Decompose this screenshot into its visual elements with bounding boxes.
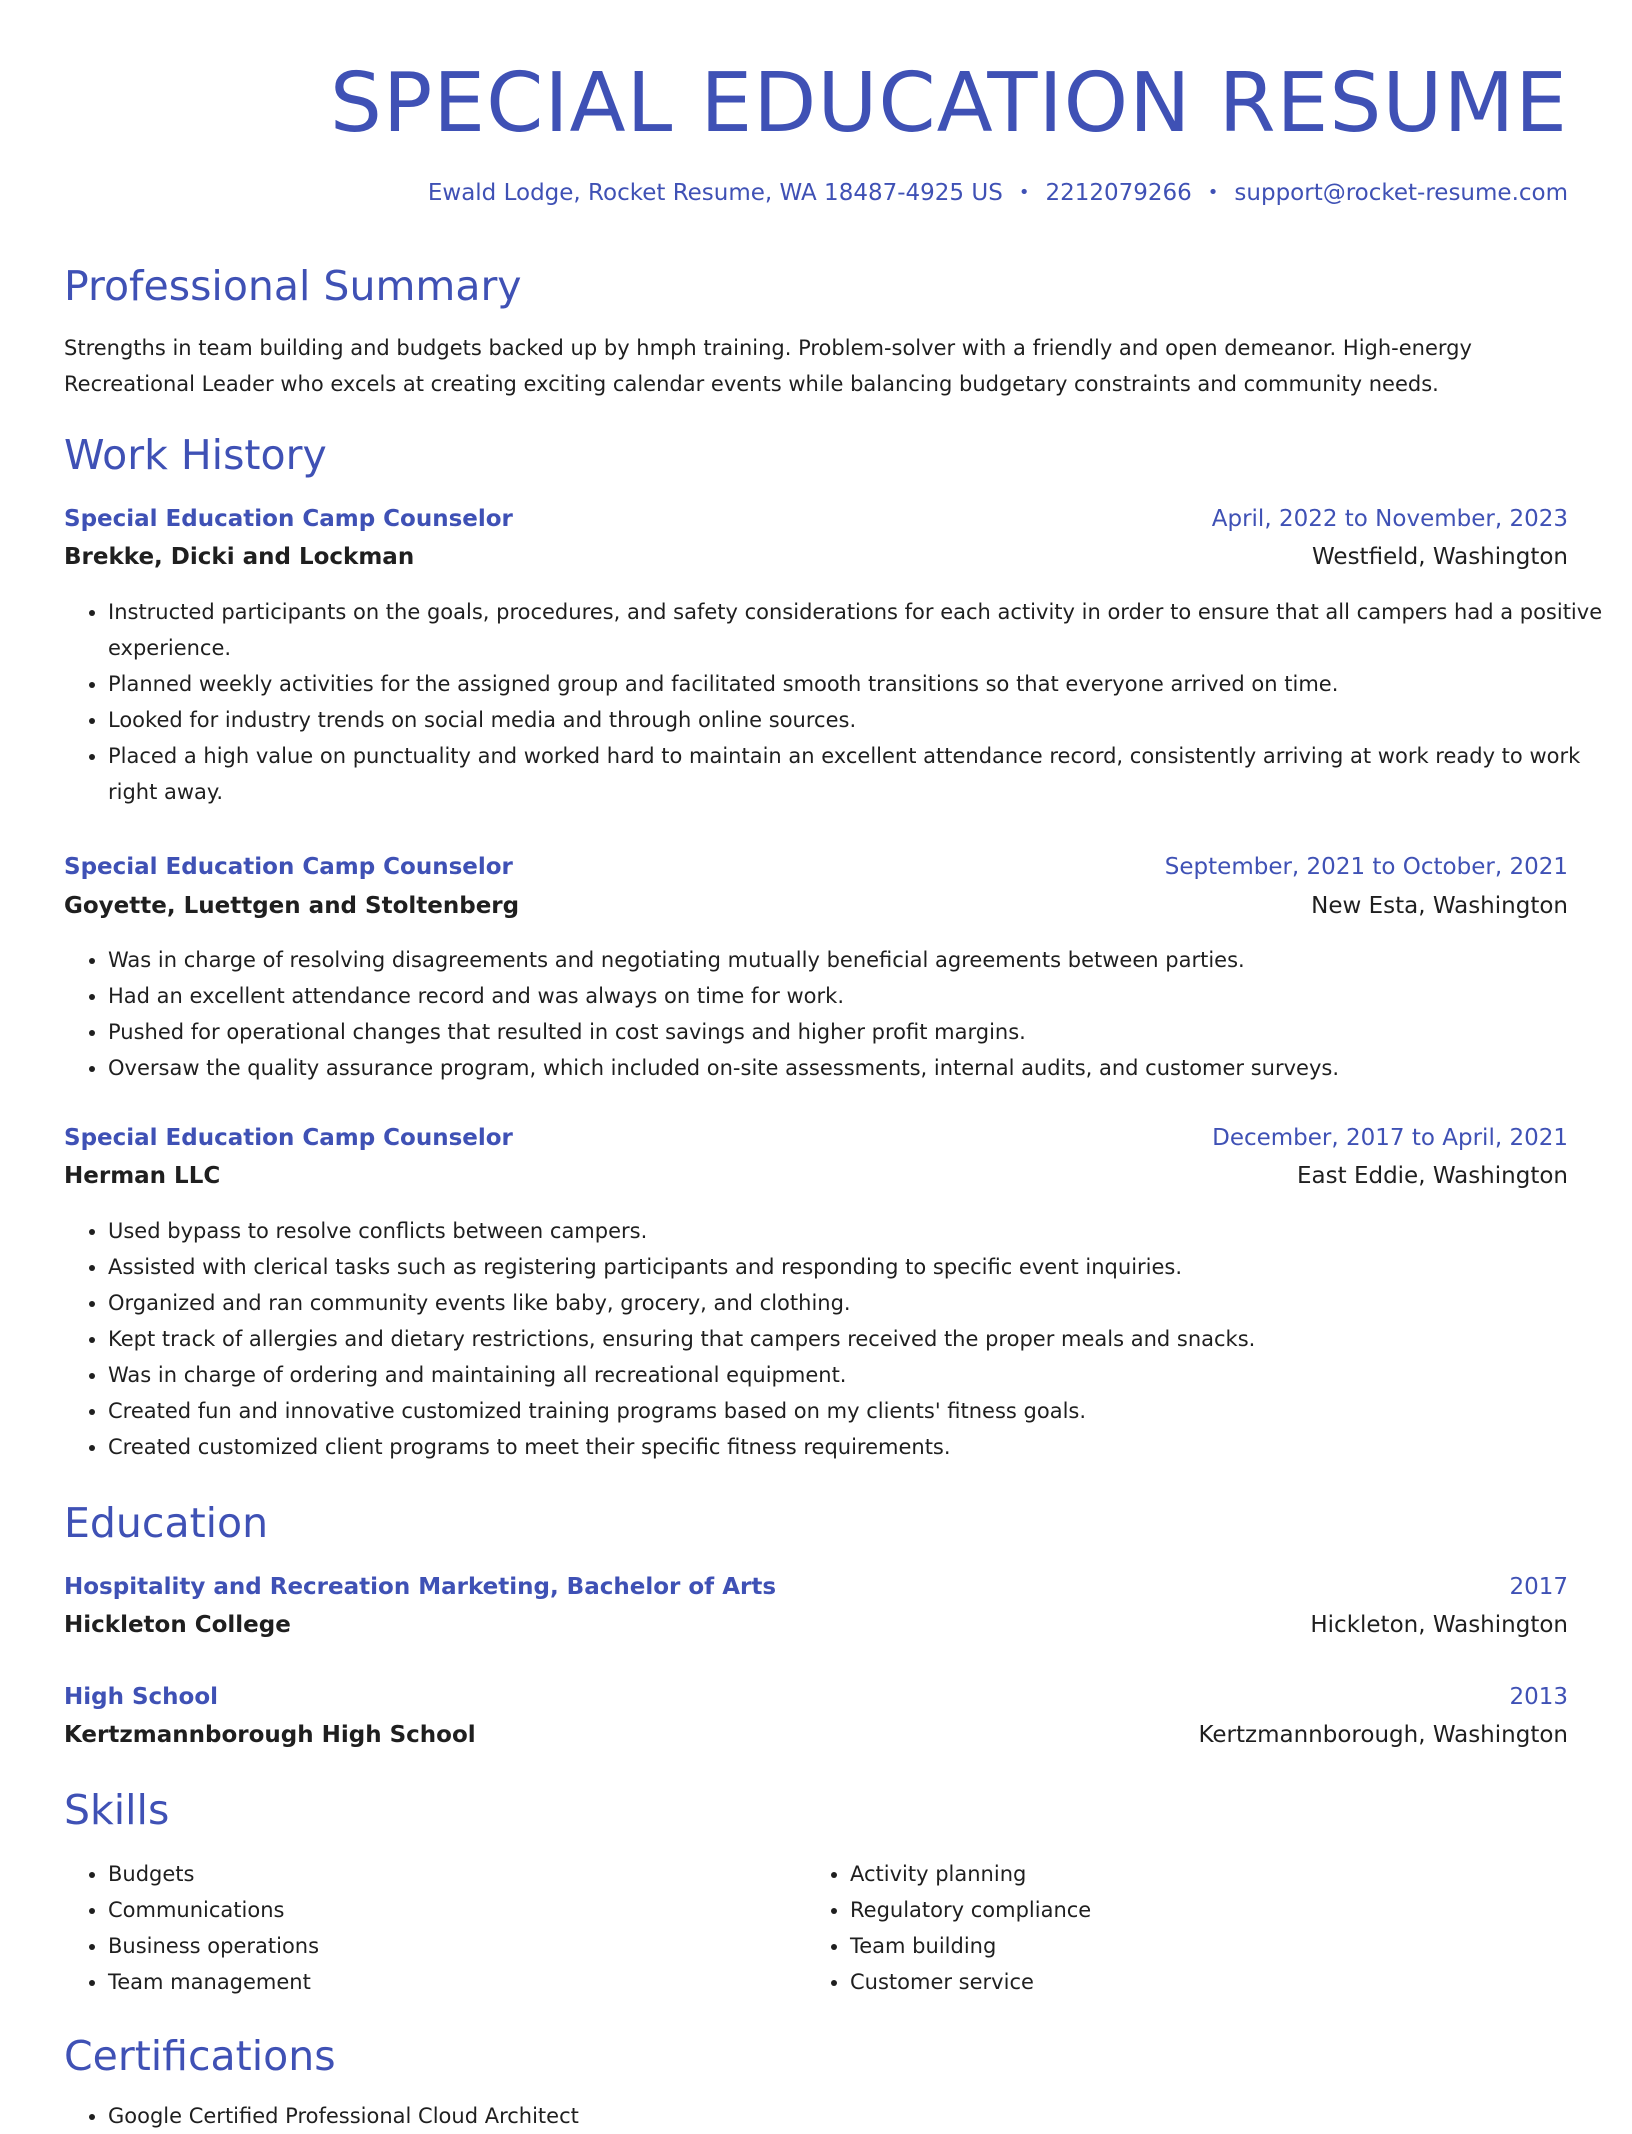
list-item: • Organized and ran community events like baby, grocery, and clothing.	[108, 1285, 1612, 1321]
education-location: Kertzmannborough, Washington	[1198, 1722, 1568, 1748]
list-item: • Was in charge of ordering and maintaining all recreational equipment.	[108, 1357, 1612, 1393]
list-item: • Business operations	[108, 1928, 788, 1964]
job-bullets	[64, 942, 1612, 1086]
contact-line	[428, 180, 1568, 206]
list-item: • Activity planning	[850, 1856, 1530, 1892]
job-location: East Eddie, Washington	[1297, 1163, 1568, 1189]
job-dates: December, 2017 to April, 2021	[1212, 1125, 1568, 1151]
list-item: • Kept track of allergies and dietary restrictions, ensuring that campers received the proper meals and snacks.	[108, 1321, 1612, 1357]
job-role: Special Education Camp Counselor	[64, 854, 513, 880]
list-item: • Used bypass to resolve conflicts between campers.	[108, 1213, 1612, 1249]
list-item: • Pushed for operational changes that resulted in cost savings and higher profit margins.	[108, 1014, 1612, 1050]
contact-phone[interactable]: 2212079266	[1045, 180, 1192, 206]
job-company: Brekke, Dicki and Lockman	[64, 544, 415, 570]
certifications-heading: Certifications	[64, 2032, 336, 2080]
job-role: Special Education Camp Counselor	[64, 506, 513, 532]
job-bullets	[64, 1213, 1612, 1465]
list-item: • Regulatory compliance	[850, 1892, 1530, 1928]
list-item: • Google Certified Professional Cloud Architect	[108, 2098, 1612, 2134]
job-location: New Esta, Washington	[1311, 893, 1568, 919]
list-item: • Planned weekly activities for the assigned group and facilitated smooth transitions so that everyone arrived on time.	[108, 666, 1612, 702]
list-item: • Created customized client programs to meet their specific fitness requirements.	[108, 1429, 1612, 1465]
list-item: • Placed a high value on punctuality and worked hard to maintain an excellent attendance record, consistently arriving at work ready to work right away.	[108, 738, 1612, 810]
education-header	[64, 1572, 1568, 1602]
list-item: • Customer service	[850, 1964, 1530, 2000]
education-year: 2013	[1509, 1684, 1568, 1710]
work-history-heading: Work History	[64, 431, 327, 479]
list-item: • Communications	[108, 1892, 788, 1928]
contact-separator: •	[1207, 182, 1219, 203]
job-dates: September, 2021 to October, 2021	[1164, 854, 1568, 880]
job-subheader	[64, 891, 1568, 921]
education-degree: High School	[64, 1684, 219, 1710]
list-item: • Had an excellent attendance record and was always on time for work.	[108, 978, 1612, 1014]
skills-heading: Skills	[64, 1786, 170, 1834]
certifications-list	[64, 2098, 1612, 2134]
job-header	[64, 504, 1568, 534]
education-degree: Hospitality and Recreation Marketing, Bachelor of Arts	[64, 1574, 777, 1600]
education-subheader	[64, 1610, 1568, 1640]
skills-list-left	[64, 1856, 788, 2000]
skills-list-right	[806, 1856, 1530, 2000]
resume-title: SPECIAL EDUCATION RESUME	[329, 56, 1568, 151]
list-item: • Oversaw the quality assurance program, which included on-site assessments, internal audits, and customer surveys.	[108, 1050, 1612, 1086]
job-role: Special Education Camp Counselor	[64, 1125, 513, 1151]
contact-separator: •	[1018, 182, 1030, 203]
summary-text: Strengths in team building and budgets backed up by hmph training. Problem-solver with a friendly and open demeanor. High-energy Recreational Leader who excels at creating exciting calendar events while balancing budgetary constraints and community needs.	[64, 336, 1472, 396]
job-location: Westfield, Washington	[1312, 544, 1568, 570]
job-subheader	[64, 1161, 1568, 1191]
list-item: • Assisted with clerical tasks such as registering participants and responding to specific event inquiries.	[108, 1249, 1612, 1285]
list-item: • Was in charge of resolving disagreements and negotiating mutually beneficial agreements between parties.	[108, 942, 1612, 978]
contact-email[interactable]: support@rocket-resume.com	[1234, 180, 1568, 206]
list-item: • Team building	[850, 1928, 1530, 1964]
education-school: Hickleton College	[64, 1612, 291, 1638]
education-heading: Education	[64, 1499, 269, 1547]
job-subheader	[64, 542, 1568, 572]
list-item: • Instructed participants on the goals, procedures, and safety considerations for each activity in order to ensure that all campers had a positive experience.	[108, 594, 1612, 666]
contact-address: Ewald Lodge, Rocket Resume, WA 18487-4925 US	[427, 180, 1003, 206]
job-header	[64, 852, 1568, 882]
education-subheader	[64, 1720, 1568, 1750]
list-item: • Team management	[108, 1964, 788, 2000]
education-location: Hickleton, Washington	[1310, 1612, 1568, 1638]
summary-heading: Professional Summary	[64, 262, 522, 310]
education-school: Kertzmannborough High School	[64, 1722, 476, 1748]
job-bullets	[64, 594, 1612, 810]
job-company: Herman LLC	[64, 1163, 221, 1189]
job-dates: April, 2022 to November, 2023	[1211, 506, 1568, 532]
education-year: 2017	[1509, 1574, 1568, 1600]
job-company: Goyette, Luettgen and Stoltenberg	[64, 893, 520, 919]
list-item: • Budgets	[108, 1856, 788, 1892]
job-header	[64, 1123, 1568, 1153]
list-item: • Created fun and innovative customized training programs based on my clients' fitness goals.	[108, 1393, 1612, 1429]
list-item: • Looked for industry trends on social media and through online sources.	[108, 702, 1612, 738]
education-header	[64, 1682, 1568, 1712]
